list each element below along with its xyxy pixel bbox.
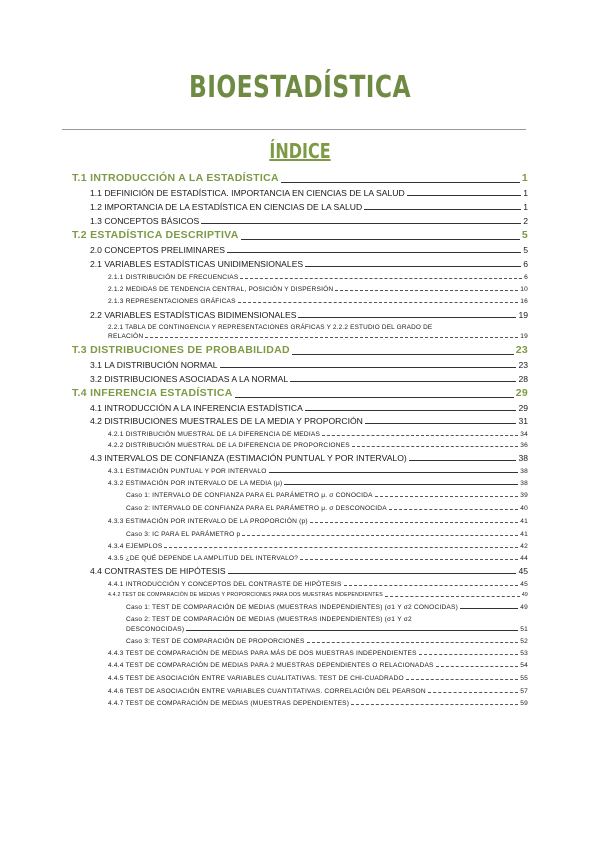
toc-leader [385,596,520,597]
toc-page: 16 [520,298,528,305]
toc-page: 39 [520,492,528,499]
toc-leader [335,290,518,291]
toc-page: 34 [520,431,528,438]
toc-leader [220,367,517,368]
toc-leader [364,209,521,210]
toc-leader [164,547,518,548]
toc-section-4-4[interactable] [90,567,528,576]
toc-case-3-ic-proportion[interactable] [126,531,528,538]
toc-section-4-1[interactable] [90,404,528,413]
toc-subsection-4-4-5[interactable] [108,675,528,682]
toc-subsection-2-2-1[interactable] [108,333,528,340]
toc-label: 4.4.6 TEST DE ASOCIACIÓN ENTRE VARIABLES CUANTITATIVAS. CORRELACIÓN DEL PEARSON [108,688,426,695]
toc-label: 2.2 VARIABLES ESTADÍSTICAS BIDIMENSIONALES [90,310,297,320]
toc-leader [322,435,518,436]
document-title: BIOESTADÍSTICA [189,70,411,105]
title-divider [62,129,526,130]
toc-leader [290,381,516,382]
toc-leader [298,317,516,318]
toc-case-3-test-proporciones[interactable] [126,638,528,645]
toc-subsection-4-4-6[interactable] [108,688,528,695]
toc-label: Caso 1: TEST DE COMPARACIÓN DE MEDIAS (MUESTRAS INDEPENDIENTES) (σ1 Y σ2 CONOCIDAS) [126,604,459,611]
toc-subsection-4-4-2[interactable] [108,593,528,599]
toc-label: Caso 1: INTERVALO DE CONFIANZA PARA EL PARÁMETRO μ. σ CONOCIDA [126,492,373,499]
toc-label: T.3 DISTRIBUCIONES DE PROBABILIDAD [72,344,290,356]
toc-label: 3.1 LA DISTRIBUCIÓN NORMAL [90,360,218,370]
toc-leader [389,509,518,510]
toc-label: 4.2.1 DISTRIBUCIÓN MUESTRAL DE LA DIFERENCIA DE MEDIAS [108,431,321,438]
toc-leader [409,460,517,461]
toc-case-1-test-medias[interactable] [126,604,528,611]
toc-label: 4.3.4 EJEMPLOS [108,543,163,550]
toc-label: 4.3.2 ESTIMACIÓN POR INTERVALO DE LA MEDIA (μ) [108,480,283,487]
toc-label: Caso 3: IC PARA EL PARÁMETRO p [126,531,241,538]
toc-page: 38 [520,468,528,475]
toc-leader [242,535,518,536]
toc-label: T.4 INFERENCIA ESTADÍSTICA [72,387,233,399]
toc-page: 38 [520,480,528,487]
toc-page: 5 [523,245,528,255]
toc-page: 1 [523,188,528,198]
toc-label: 4.3.3 ESTIMACIÓN POR INTERVALO DE LA PROPORCIÓN (p) [108,518,308,525]
toc-leader [292,354,514,355]
toc-page: 29 [515,387,528,399]
toc-label: T.2 ESTADÍSTICA DESCRIPTIVA [72,229,239,241]
toc-case-2-ic-sigma-unknown[interactable] [126,505,528,512]
toc-case-2-test-medias-line1[interactable]: Caso 2: TEST DE COMPARACIÓN DE MEDIAS (MUESTRAS INDEPENDIENTES) (σ1 Y σ2 [126,616,412,623]
toc-subsection-4-3-2[interactable] [108,480,528,487]
toc-leader [460,608,518,609]
toc-page: 45 [520,581,528,588]
toc-page: 42 [520,543,528,550]
toc-leader [281,182,520,183]
toc-label: 2.1.3 REPRESENTACIONES GRÁFICAS [108,298,236,305]
toc-subsection-4-2-2[interactable] [108,442,528,449]
toc-label: 4.4.1 INTRODUCCIÓN Y CONCEPTOS DEL CONTRASTE DE HIPÓTESIS [108,581,342,588]
toc-label: 3.2 DISTRIBUCIONES ASOCIADAS A LA NORMAL [90,374,289,384]
toc-label: 1.3 CONCEPTOS BÁSICOS [90,216,200,226]
toc-label: DESCONOCIDAS) [126,626,185,633]
toc-label: T.1 INTRODUCCIÓN A LA ESTADÍSTICA [72,172,279,184]
toc-label: 4.4.5 TEST DE ASOCIACIÓN ENTRE VARIABLES CUALITATIVAS. TEST DE CHI-CUADRADO [108,675,404,682]
toc-chapter-3[interactable] [72,345,528,357]
toc-section-3-1[interactable] [90,361,528,370]
toc-page: 45 [518,566,528,576]
toc-page: 49 [520,604,528,611]
toc-label: 4.4.7 TEST DE COMPARACIÓN DE MEDIAS (MUESTRAS DEPENDIENTES) [108,700,350,707]
toc-label: 1.1 DEFINICIÓN DE ESTADÍSTICA. IMPORTANCIA EN CIENCIAS DE LA SALUD [90,188,405,198]
toc-page: 52 [520,638,528,645]
toc-label: 4.2 DISTRIBUCIONES MUESTRALES DE LA MEDIA Y PROPORCIÓN [90,416,363,426]
toc-leader [436,666,519,667]
toc-leader [419,654,519,655]
toc-label: 4.4 CONTRASTES DE HIPÓTESIS [90,566,226,576]
toc-case-1-ic-sigma-known[interactable] [126,492,528,499]
toc-leader [310,522,519,523]
toc-label: RELACIÓN [108,333,144,340]
toc-leader [307,642,519,643]
toc-subsection-4-3-1[interactable] [108,468,528,475]
toc-page: 1 [521,172,528,184]
toc-subsection-2-1-2[interactable] [108,286,528,293]
toc-leader [145,337,518,338]
toc-page: 54 [520,662,528,669]
toc-chapter-1[interactable] [72,173,528,185]
toc-page: 38 [518,453,528,463]
toc-leader [186,630,518,631]
index-heading: ÍNDICE [269,139,331,163]
toc-label: 4.4.2 TEST DE COMPARACIÓN DE MEDIAS Y PROPORCIONES PARA DOS MUESTRAS INDEPENDIENTES [108,592,383,598]
toc-page: 23 [518,360,528,370]
toc-page: 19 [518,310,528,320]
toc-page: 6 [524,274,528,281]
toc-leader [428,692,518,693]
toc-subsection-4-3-3[interactable] [108,518,528,525]
toc-page: 41 [520,518,528,525]
toc-leader [228,573,517,574]
toc-label: 4.1 INTRODUCCIÓN A LA INFERENCIA ESTADÍSTICA [90,403,303,413]
toc-page: 44 [520,555,528,562]
toc-leader [238,302,519,303]
toc-leader [240,278,522,279]
toc-label: 4.4.3 TEST DE COMPARACIÓN DE MEDIAS PARA MÁS DE DOS MUESTRAS INDEPENDIENTES [108,650,417,657]
toc-label: 4.4.4 TEST DE COMPARACIÓN DE MEDIAS PARA 2 MUESTRAS DEPENDIENTES O RELACIONADAS [108,662,434,669]
toc-page: 31 [518,416,528,426]
toc-page: 55 [520,675,528,682]
toc-subsection-4-3-5[interactable] [108,555,528,562]
toc-label: 1.2 IMPORTANCIA DE LA ESTADÍSTICA EN CIENCIAS DE LA SALUD [90,202,363,212]
toc-subsection-2-1-1[interactable] [108,274,528,281]
toc-label: 2.1 VARIABLES ESTADÍSTICAS UNIDIMENSIONALES [90,259,304,269]
toc-page: 59 [520,700,528,707]
toc-label: 2.1.2 MEDIDAS DE TENDENCIA CENTRAL, POSICIÓN Y DISPERSIÓN [108,286,334,293]
toc-section-2-1[interactable] [90,260,528,269]
toc-leader [300,559,518,560]
toc-section-3-2[interactable] [90,375,528,384]
toc-section-2-0[interactable] [90,246,528,255]
toc-section-2-2[interactable] [90,311,528,320]
toc-case-2-test-medias[interactable] [126,626,528,633]
toc-leader [352,446,518,447]
toc-subsection-4-4-7[interactable] [108,700,528,707]
toc-page: 10 [520,286,528,293]
toc-page: 2 [523,216,528,226]
toc-label: 2.1.1 DISTRIBUCIÓN DE FRECUENCIAS [108,274,239,281]
toc-label: 4.3 INTERVALOS DE CONFIANZA (ESTIMACIÓN PUNTUAL Y POR INTERVALO) [90,453,407,463]
toc-section-4-2[interactable] [90,417,528,426]
toc-page: 53 [520,650,528,657]
toc-page: 19 [520,333,528,340]
toc-chapter-2[interactable] [72,230,528,242]
toc-subsection-4-4-4[interactable] [108,662,528,669]
toc-chapter-4[interactable] [72,388,528,400]
toc-label: Caso 2: INTERVALO DE CONFIANZA PARA EL PARÁMETRO μ. σ DESCONOCIDA [126,505,387,512]
toc-page: 49 [521,592,528,598]
toc-leader [201,223,521,224]
toc-subsection-4-4-1[interactable] [108,581,528,588]
toc-page: 36 [520,442,528,449]
toc-leader [305,266,521,267]
toc-page: 40 [520,505,528,512]
toc-leader [344,585,519,586]
toc-leader [235,397,514,398]
toc-page: 1 [523,202,528,212]
toc-leader [351,704,518,705]
toc-subsection-2-2-1-line1[interactable]: 2.2.1 TABLA DE CONTINGENCIA Y REPRESENTACIONES GRÁFICAS Y 2.2.2 ESTUDIO DEL GRADO DE [108,324,433,331]
toc-page: 6 [523,259,528,269]
toc-leader [407,195,522,196]
toc-leader [375,496,519,497]
toc-page: 5 [521,229,528,241]
toc-subsection-2-1-3[interactable] [108,298,528,305]
toc-page: 57 [520,688,528,695]
toc-page: 41 [520,531,528,538]
toc-subsection-4-3-4[interactable] [108,543,528,550]
toc-page: 28 [518,374,528,384]
toc-leader [305,410,517,411]
toc-page: 29 [518,403,528,413]
toc-label: 4.3.5 ¿DE QUÉ DEPENDE LA AMPLITUD DEL INTERVALO? [108,555,299,562]
toc-leader [406,679,518,680]
toc-page: 23 [515,344,528,356]
toc-label: 4.3.1 ESTIMACIÓN PUNTUAL Y POR INTERVALO [108,468,267,475]
toc-page: 51 [520,626,528,633]
toc-leader [227,252,521,253]
toc-leader [284,484,518,485]
toc-section-1-2[interactable] [90,203,528,212]
toc-leader [269,472,519,473]
toc-label: 2.0 CONCEPTOS PRELIMINARES [90,245,225,255]
toc-section-1-1[interactable] [90,189,528,198]
toc-subsection-4-4-3[interactable] [108,650,528,657]
toc-label: Caso 3: TEST DE COMPARACIÓN DE PROPORCIONES [126,638,305,645]
toc-label: 4.2.2 DISTRIBUCIÓN MUESTRAL DE LA DIFERENCIA DE PROPORCIONES [108,442,350,449]
toc-leader [241,239,520,240]
toc-section-4-3[interactable] [90,454,528,463]
toc-leader [365,423,517,424]
toc-section-1-3[interactable] [90,217,528,226]
toc-subsection-4-2-1[interactable] [108,431,528,438]
